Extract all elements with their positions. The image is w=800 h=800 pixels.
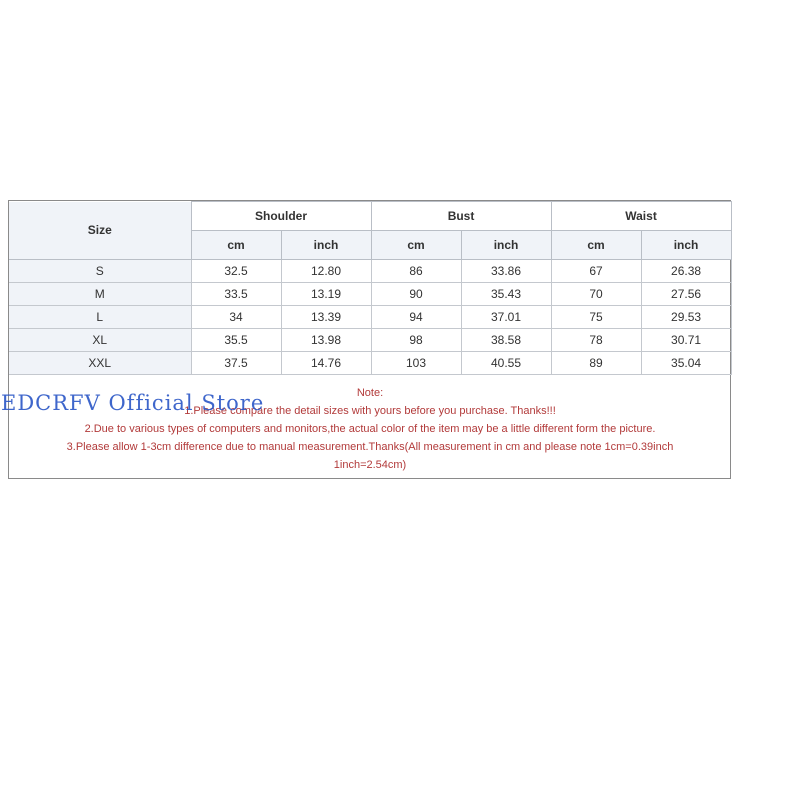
table-row: [9, 306, 731, 329]
shoulder-cm-cell: 35.5: [191, 329, 281, 352]
waist-inch-cell: 30.71: [641, 329, 731, 352]
waist-inch-cell: 27.56: [641, 283, 731, 306]
shoulder-cm-cell: 33.5: [191, 283, 281, 306]
shoulder-cm-header: cm: [191, 231, 281, 260]
waist-cm-cell: 78: [551, 329, 641, 352]
waist-inch-cell: 26.38: [641, 260, 731, 283]
size-column-header: Size: [9, 202, 191, 260]
bust-inch-cell: 38.58: [461, 329, 551, 352]
note-line-4: 1inch=2.54cm): [333, 459, 407, 471]
size-cell: S: [9, 260, 191, 283]
bust-cm-cell: 103: [371, 352, 461, 375]
note-line-2: 2.Due to various types of computers and monitors,the actual color of the item may be a little different form the picture.: [84, 423, 656, 435]
shoulder-cm-cell: 34: [191, 306, 281, 329]
bust-inch-cell: 33.86: [461, 260, 551, 283]
size-cell: XL: [9, 329, 191, 352]
notes-section: [9, 384, 731, 474]
shoulder-inch-cell: 13.39: [281, 306, 371, 329]
table-row: [9, 260, 731, 283]
waist-inch-cell: 29.53: [641, 306, 731, 329]
note-line-1: 1.Please compare the detail sizes with yours before you purchase. Thanks!!!: [184, 405, 556, 417]
bust-inch-cell: 35.43: [461, 283, 551, 306]
shoulder-inch-cell: 14.76: [281, 352, 371, 375]
waist-cm-cell: 67: [551, 260, 641, 283]
table-row: [9, 352, 731, 375]
bust-cm-cell: 90: [371, 283, 461, 306]
bust-inch-cell: 40.55: [461, 352, 551, 375]
shoulder-inch-header: inch: [281, 231, 371, 260]
shoulder-inch-cell: 13.98: [281, 329, 371, 352]
size-table: [9, 201, 732, 375]
shoulder-inch-cell: 12.80: [281, 260, 371, 283]
note-title: Note:: [356, 387, 384, 399]
bust-header: Bust: [371, 202, 551, 231]
size-cell: L: [9, 306, 191, 329]
shoulder-header: Shoulder: [191, 202, 371, 231]
table-row: [9, 283, 731, 306]
waist-cm-cell: 70: [551, 283, 641, 306]
waist-cm-cell: 89: [551, 352, 641, 375]
bust-cm-cell: 86: [371, 260, 461, 283]
bust-cm-cell: 94: [371, 306, 461, 329]
bust-cm-cell: 98: [371, 329, 461, 352]
group-header-row: [9, 202, 731, 231]
shoulder-cm-cell: 37.5: [191, 352, 281, 375]
waist-header: Waist: [551, 202, 731, 231]
bust-inch-cell: 37.01: [461, 306, 551, 329]
shoulder-inch-cell: 13.19: [281, 283, 371, 306]
store-watermark: EDCRFV Official Store: [1, 391, 265, 415]
size-cell: XXL: [9, 352, 191, 375]
table-row: [9, 329, 731, 352]
waist-inch-cell: 35.04: [641, 352, 731, 375]
size-cell: M: [9, 283, 191, 306]
shoulder-cm-cell: 32.5: [191, 260, 281, 283]
size-chart: [8, 200, 731, 479]
bust-cm-header: cm: [371, 231, 461, 260]
waist-cm-cell: 75: [551, 306, 641, 329]
waist-cm-header: cm: [551, 231, 641, 260]
note-line-3: 3.Please allow 1-3cm difference due to manual measurement.Thanks(All measurement in cm and please note 1cm=0.39inch: [66, 441, 674, 453]
waist-inch-header: inch: [641, 231, 731, 260]
bust-inch-header: inch: [461, 231, 551, 260]
